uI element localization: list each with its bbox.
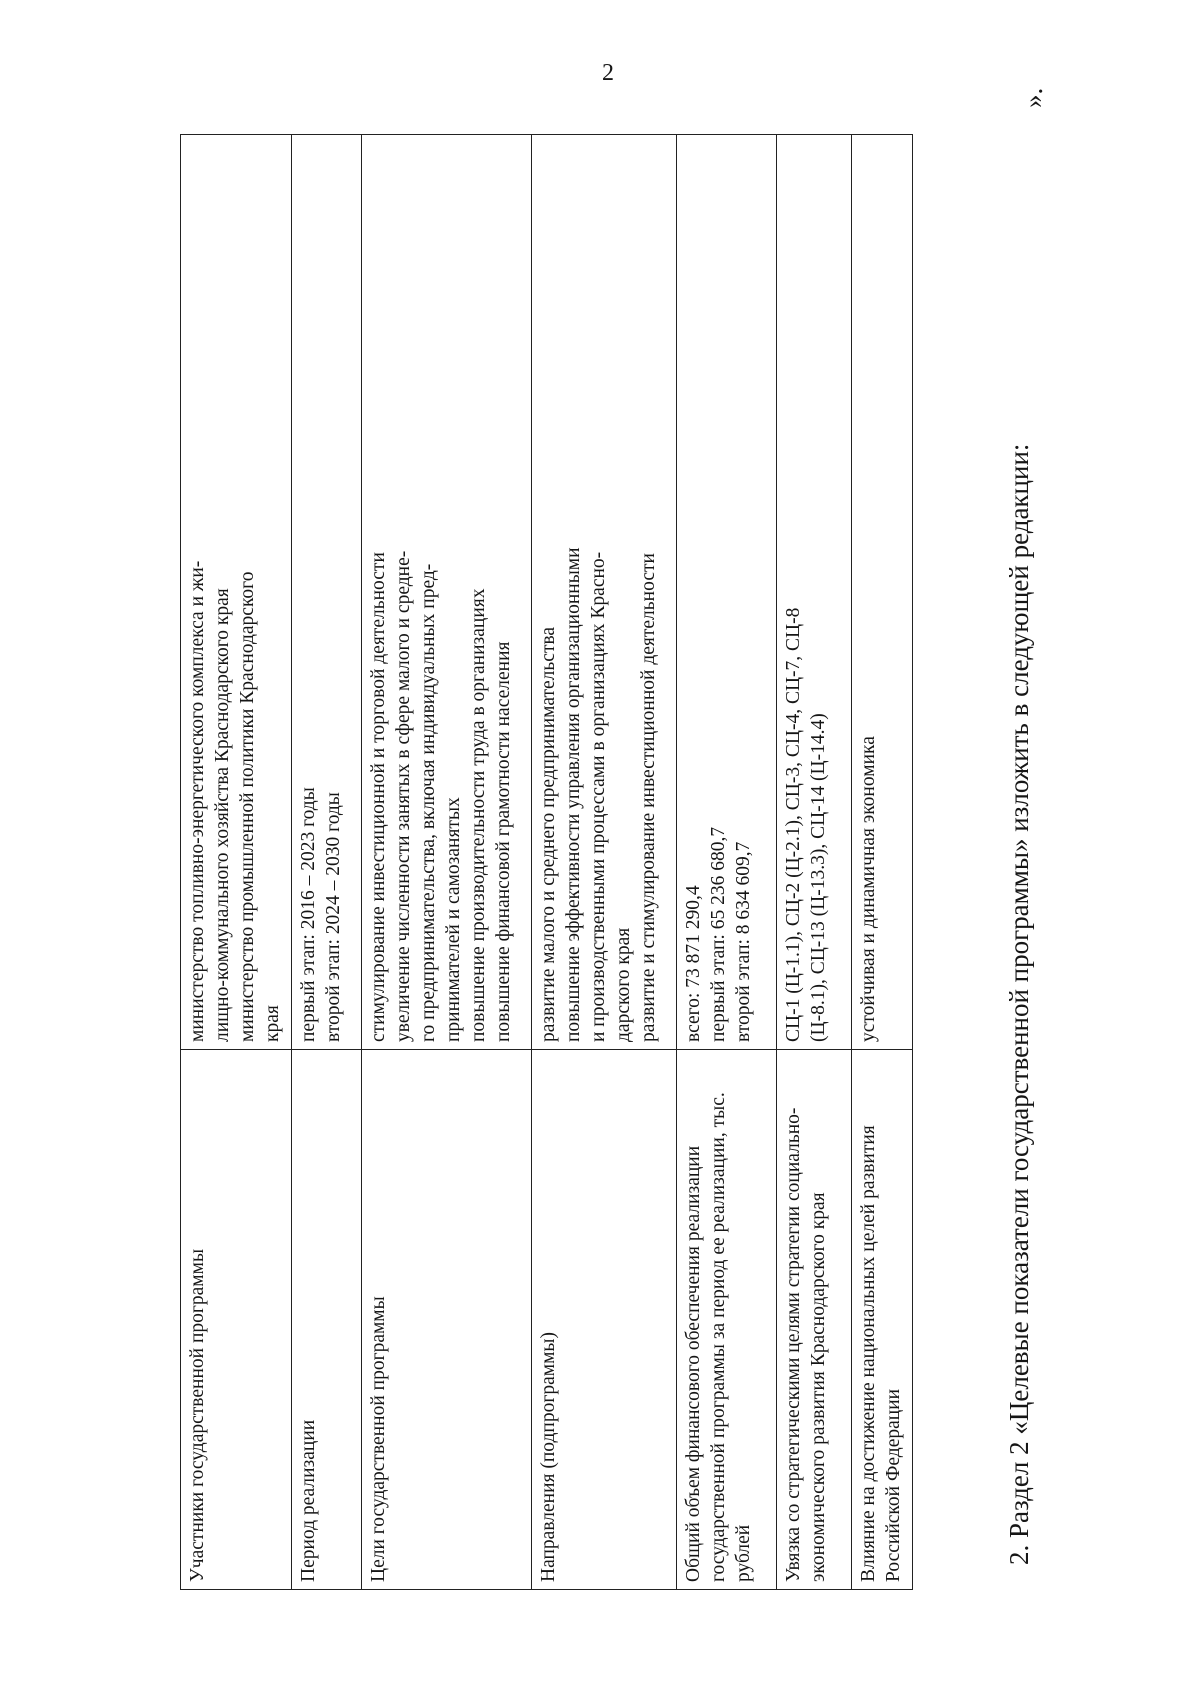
closing-quote: ». [1018, 87, 1048, 108]
table-row [852, 135, 913, 1590]
row-value-participants [181, 135, 292, 1050]
section-amendment-paragraph: 2. Раздел 2 «Целевые показатели государственной программы» изложить в следующей редакции: [1004, 443, 1034, 1565]
value-line: го предпринимательства, включая индивидуальных пред- [418, 563, 439, 1042]
value-line: и производственными процессами в организациях Красно- [588, 551, 609, 1042]
page-number: 2 [602, 60, 614, 86]
row-value-funding [677, 135, 777, 1050]
value-line: повышение производительности труда в организациях [468, 588, 489, 1042]
value-line: лищно-коммунального хозяйства Краснодарского края [212, 588, 233, 1042]
value-line: министерство промышленной политики Краснодарского [237, 571, 258, 1042]
value-line: развитие малого и среднего предпринимательства [538, 626, 559, 1042]
value-line: устойчивая и динамичная экономика [858, 736, 879, 1042]
row-label-period: Период реализации [292, 1050, 362, 1590]
row-value-goals [362, 135, 532, 1050]
row-label-goals: Цели государственной программы [362, 1050, 532, 1590]
row-value-period [292, 135, 362, 1050]
value-line: повышение финансовой грамотности населения [493, 641, 514, 1042]
row-label-participants: Участники государственной программы [181, 1050, 292, 1590]
row-value-directions [532, 135, 677, 1050]
value-line: края [262, 1005, 283, 1042]
row-label-directions: Направления (подпрограммы) [532, 1050, 677, 1590]
table-row [777, 135, 852, 1590]
program-passport-table [180, 134, 913, 1590]
row-value-national-goals [852, 135, 913, 1050]
row-label-strategy-link: Увязка со стратегическими целями стратегии социально-экономического развития Краснодарского края [777, 1050, 852, 1590]
value-line: второй этап: 2024 – 2030 годы [323, 792, 344, 1042]
table-row [532, 135, 677, 1590]
value-line: повышение эффективности управления организационными [563, 547, 584, 1042]
value-line: (Ц-8.1), СЦ-13 (Ц-13.3), СЦ-14 (Ц-14.4) [808, 713, 829, 1042]
row-value-strategy-link [777, 135, 852, 1050]
value-line: министерство топливно-энергетического комплекса и жи- [187, 560, 208, 1042]
table-row [181, 135, 292, 1590]
row-label-national-goals: Влияние на достижение национальных целей развития Российской Федерации [852, 1050, 913, 1590]
value-line: дарского края [613, 927, 634, 1042]
value-line: первый этап: 65 236 680,7 [708, 826, 729, 1042]
table-row [362, 135, 532, 1590]
value-line: принимателей и самозанятых [443, 797, 464, 1042]
table-row [292, 135, 362, 1590]
value-line: стимулирование инвестиционной и торговой деятельности [368, 552, 389, 1042]
value-line: первый этап: 2016 – 2023 годы [298, 787, 319, 1042]
value-line: развитие и стимулирование инвестиционной деятельности [638, 553, 659, 1042]
value-line: увеличение численности занятых в сфере малого и средне- [393, 550, 414, 1042]
row-label-funding: Общий объем финансового обеспечения реализации государственной программы за период ее реализации, тыс. рублей [677, 1050, 777, 1590]
value-line: всего: 73 871 290,4 [683, 885, 704, 1042]
table-row [677, 135, 777, 1590]
value-line: второй этап: 8 634 609,7 [733, 841, 754, 1042]
rotated-page-content [0, 30, 1180, 1640]
value-line: СЦ-1 (Ц-1.1), СЦ-2 (Ц-2.1), СЦ-3, СЦ-4, СЦ-7, СЦ-8 [783, 607, 804, 1042]
